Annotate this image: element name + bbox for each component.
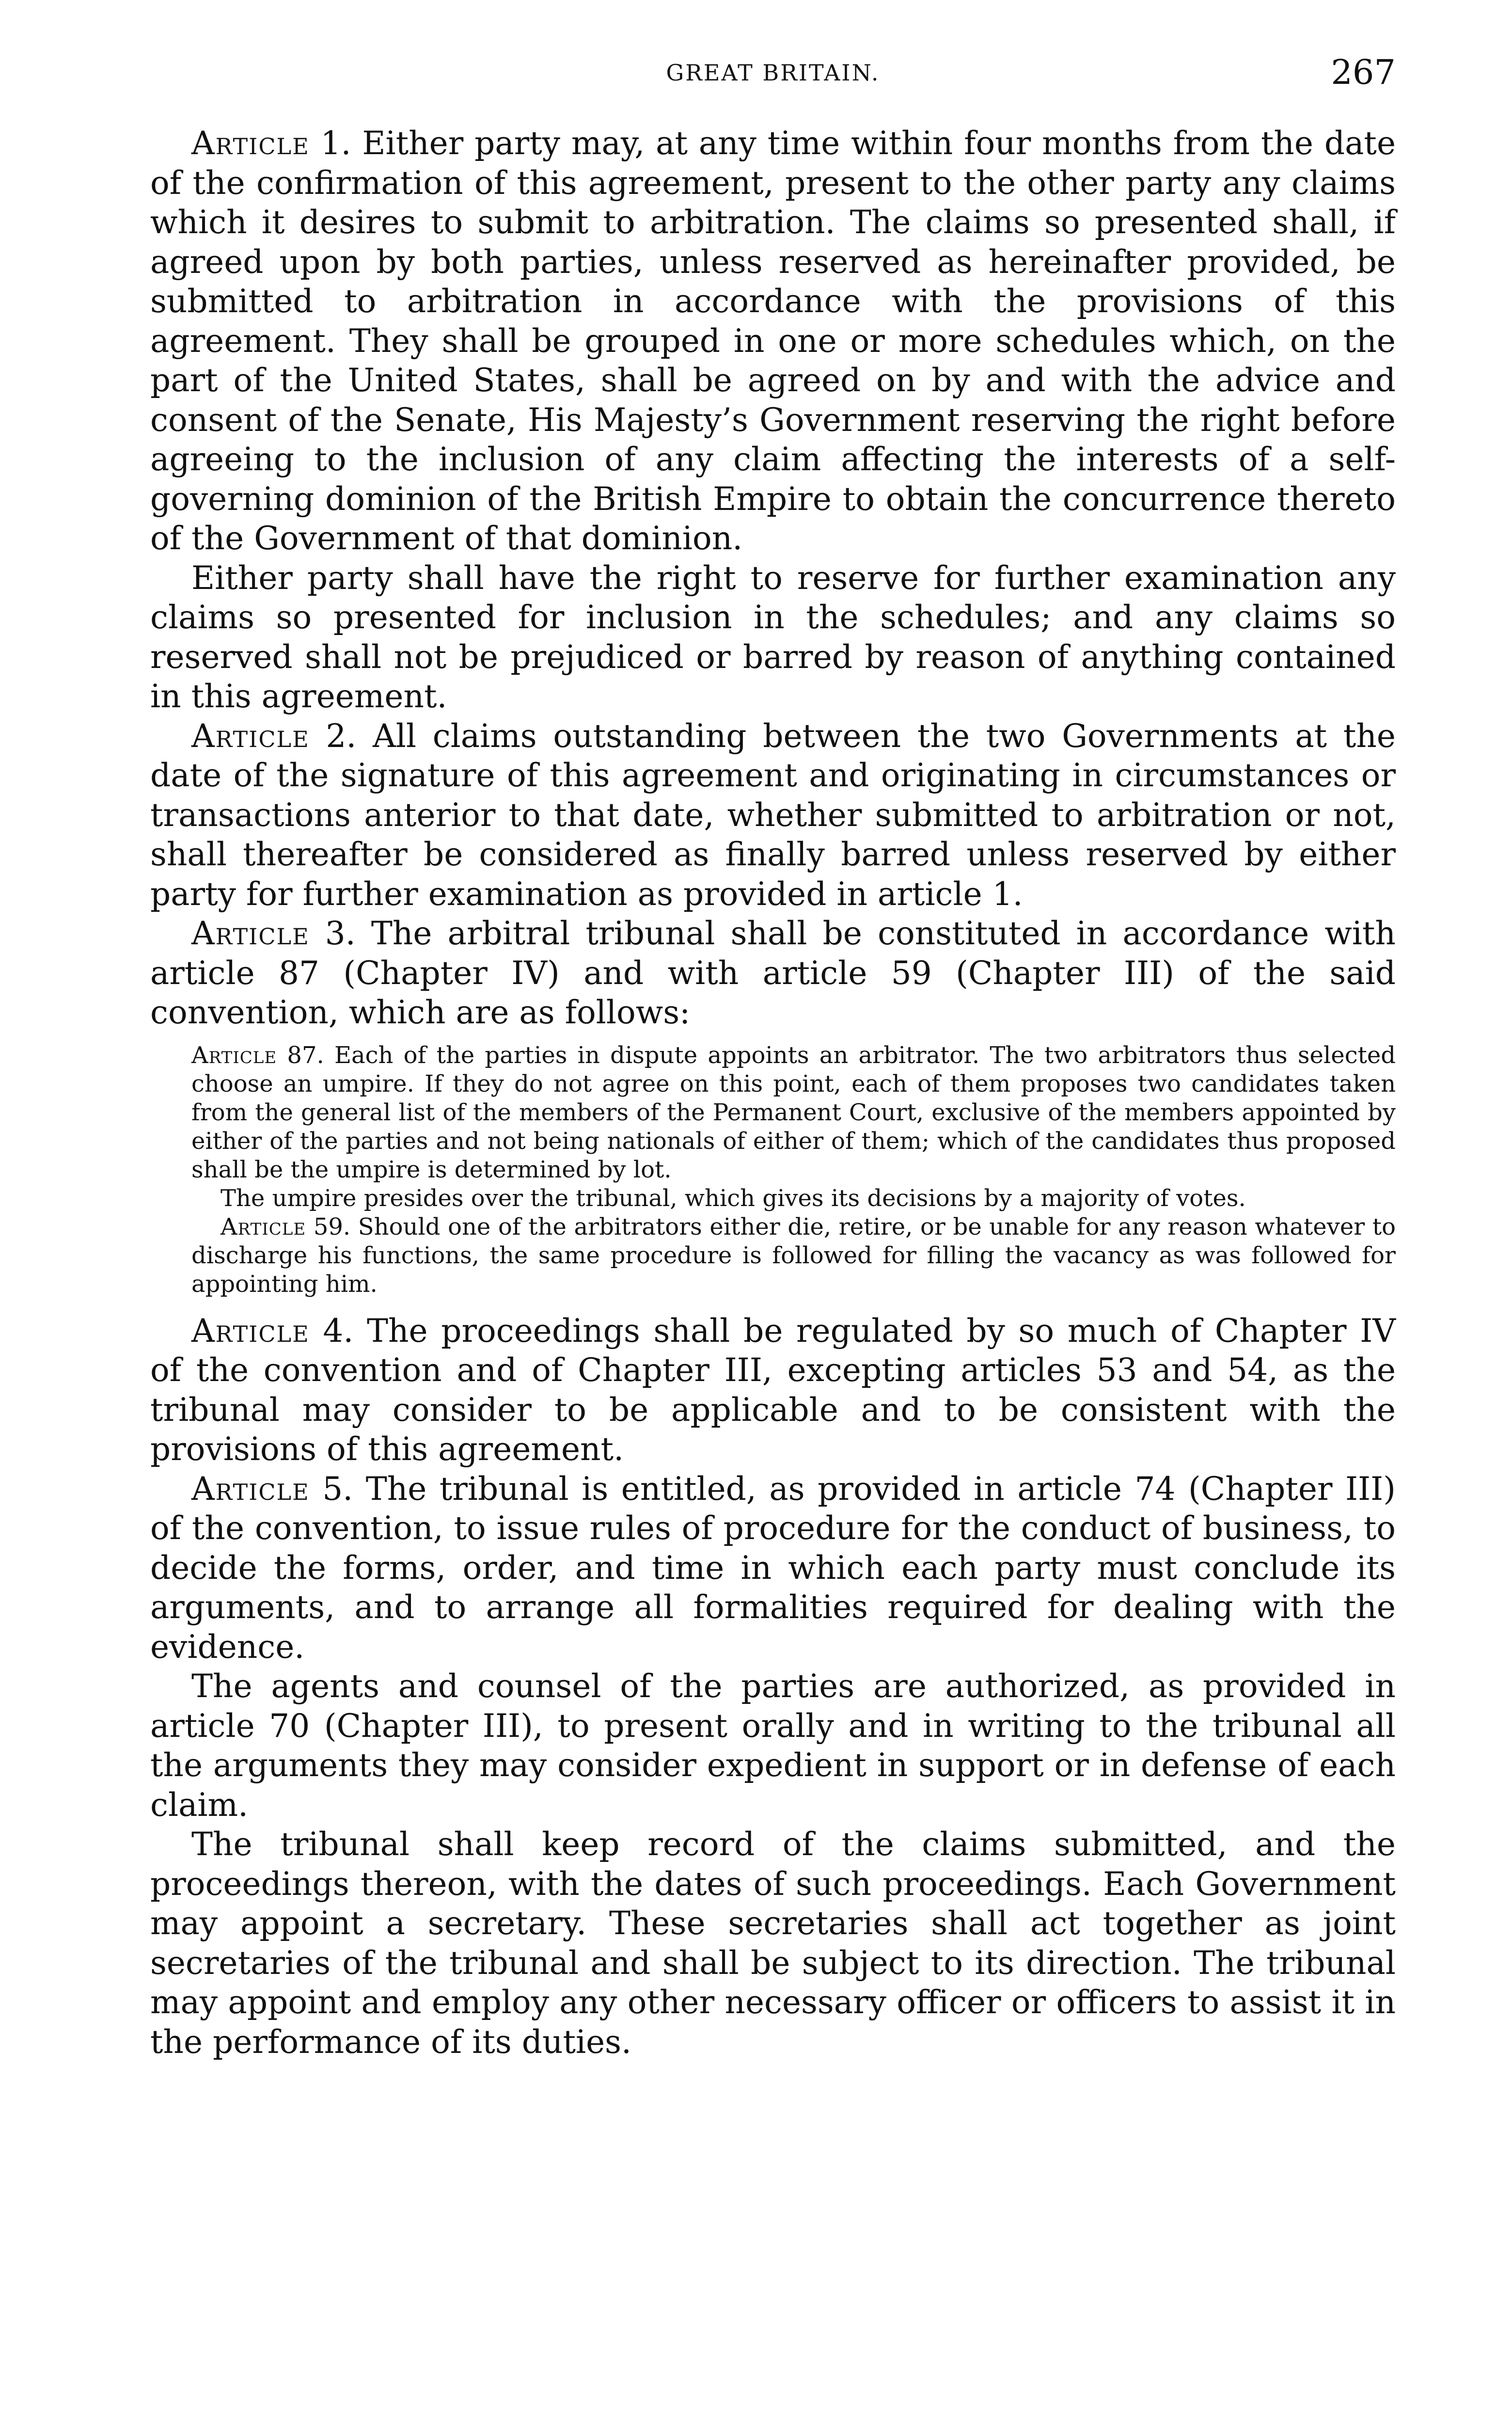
- quoted-article-59-text: 59. Should one of the arbitrators either die, retire, or be unable for any reason whatever to discharge his functions, the same procedure is followed for filling the vacancy as was followed for appointing him.: [191, 1213, 1396, 1298]
- agents-paragraph: The agents and counsel of the parties are authorized, as provided in article 70 (Chapter III), to present orally and in writing to the tribunal all the arguments they may consider expedient in support or in defense of each claim.: [150, 1668, 1396, 1824]
- quoted-article-87-label: Article: [191, 1041, 277, 1069]
- article-5-text: 5. The tribunal is entitled, as provided in article 74 (Chapter III) of the convention, to issue rules of procedure for the conduct of business, to decide the forms, order, and time in which each party must conclude its arguments, and to arrange all formalities required for dealing with the evidence.: [150, 1470, 1396, 1666]
- quoted-article-87: [191, 1041, 1396, 1184]
- article-1-label: Article: [191, 125, 310, 162]
- main-text-lower: [150, 1311, 1396, 2062]
- article-4-label: Article: [191, 1312, 310, 1350]
- article-2-label: Article: [191, 717, 310, 755]
- article-2-paragraph: [150, 716, 1396, 914]
- article-1-text: 1. Either party may, at any time within four months from the date of the confirmation of this agreement, present to the other party any claims which it desires to submit to arbitration. The claims so presented shall, if agreed upon by both parties, unless reserved as hereinafter provided, be submitted to arbitration in accordance with the provisions of this agreement. They shall be grouped in one or more schedules which, on the part of the United States, shall be agreed on by and with the advice and consent of the Senate, His Majesty’s Government reserving the right before agreeing to the inclusion of any claim affecting the interests of a self-governing dominion of the British Empire to obtain the concurrence thereto of the Government of that dominion.: [150, 125, 1396, 557]
- page-number: 267: [1331, 52, 1396, 92]
- article-5-paragraph: [150, 1469, 1396, 1667]
- article-1-paragraph: [150, 124, 1396, 558]
- article-3-label: Article: [191, 915, 310, 952]
- quoted-convention-articles: [191, 1041, 1396, 1299]
- running-head: [150, 51, 1396, 95]
- quoted-article-59: [191, 1213, 1396, 1299]
- main-text-upper: [150, 124, 1396, 1033]
- article-4-text: 4. The proceedings shall be regulated by so much of Chapter IV of the convention and of Chapter III, excepting articles 53 and 54, as the tribunal may consider to be applicable and to be consistent with the provisions of this agreement.: [150, 1312, 1396, 1468]
- quoted-article-87-text: 87. Each of the parties in dispute appoints an arbitrator. The two arbitrators thus selected choose an umpire. If they do not agree on this point, each of them proposes two candidates taken from the general list of the members of the Permanent Court, exclusive of the members appointed by either of the parties and not being nationals of either of them; which of the candidates thus proposed shall be the umpire is determined by lot.: [191, 1041, 1396, 1183]
- article-2-text: 2. All claims outstanding between the two Governments at the date of the signature of this agreement and originating in circumstances or transactions anterior to that date, whether submitted to arbitration or not, shall thereafter be considered as finally barred unless reserved by either party for further examination as provided in article 1.: [150, 717, 1396, 913]
- article-4-paragraph: [150, 1311, 1396, 1469]
- article-5-label: Article: [191, 1470, 310, 1508]
- reserve-paragraph: Either party shall have the right to reserve for further examination any claims so presented for inclusion in the schedules; and any claims so reserved shall not be prejudiced or barred by reason of anything contained in this agreement.: [150, 559, 1396, 715]
- article-3-paragraph: [150, 914, 1396, 1033]
- quoted-article-59-label: Article: [220, 1213, 306, 1240]
- article-3-text: 3. The arbitral tribunal shall be constituted in accordance with article 87 (Chapter IV) and with article 59 (Chapter III) of the said convention, which are as follows:: [150, 915, 1396, 1031]
- record-paragraph: The tribunal shall keep record of the claims submitted, and the proceedings thereon, with the dates of such proceedings. Each Government may appoint a secretary. These secretaries shall act together as joint secretaries of the tribunal and shall be subject to its direction. The tribunal may appoint and employ any other necessary officer or officers to assist it in the performance of its duties.: [150, 1826, 1396, 2061]
- body-text: [150, 124, 1396, 2062]
- running-title: GREAT BRITAIN.: [666, 60, 880, 86]
- quoted-umpire-paragraph: The umpire presides over the tribunal, which gives its decisions by a majority of votes.: [220, 1184, 1246, 1212]
